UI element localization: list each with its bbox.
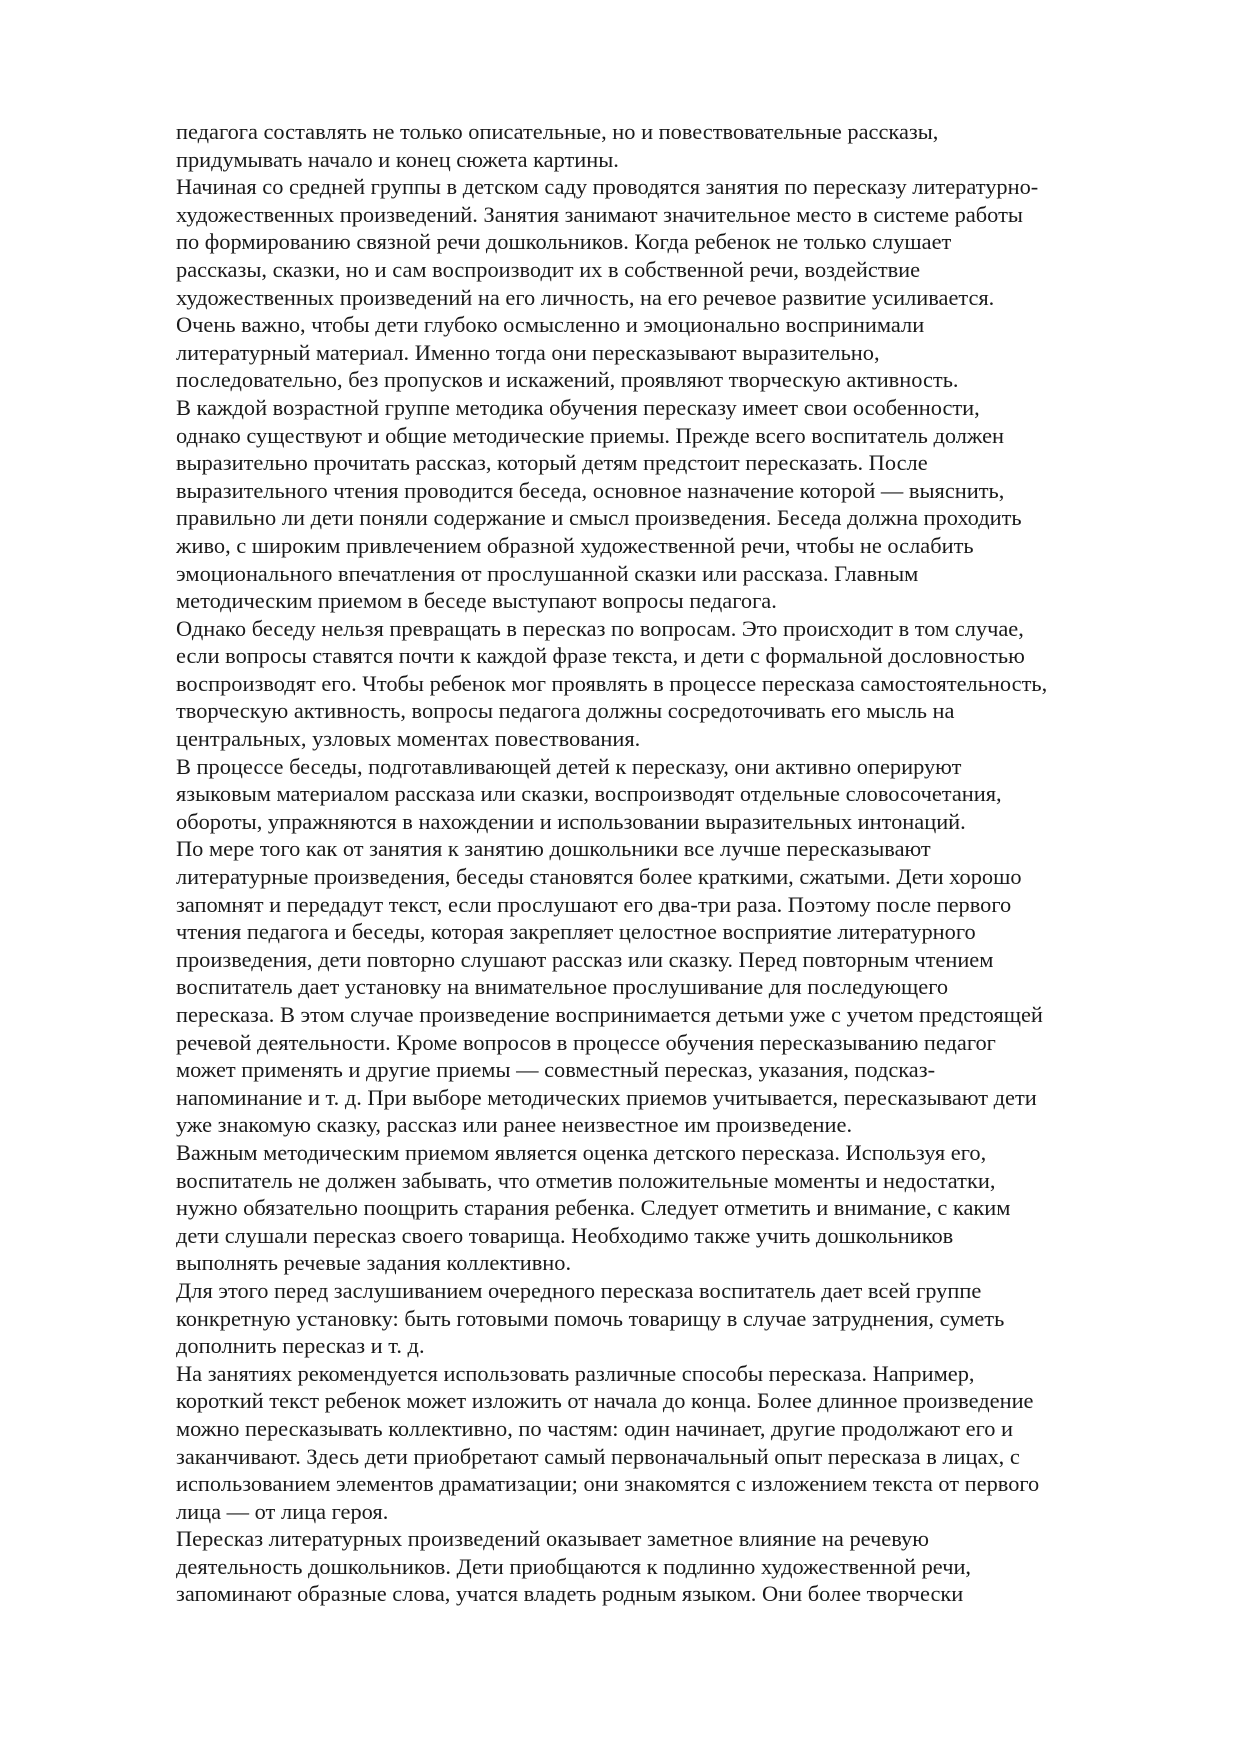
text-line: запомнят и передадут текст, если прослушают его два-три раза. Поэтому после первого [176, 891, 1012, 917]
text-line: Для этого перед заслушиванием очередного пересказа воспитатель дает всей группе [176, 1277, 982, 1303]
text-line: воспроизводят его. Чтобы ребенок мог проявлять в процессе пересказа самостоятельность, [176, 670, 1048, 696]
text-line: деятельность дошкольников. Дети приобщаются к подлинно художественной речи, [176, 1553, 972, 1579]
text-line: рассказы, сказки, но и сам воспроизводит их в собственной речи, воздействие [176, 256, 921, 282]
text-line: однако существуют и общие методические приемы. Прежде всего воспитатель должен [176, 422, 1005, 448]
text-line: Важным методическим приемом является оценка детского пересказа. Используя его, [176, 1139, 987, 1165]
text-line: если вопросы ставятся почти к каждой фразе текста, и дети с формальной дословностью [176, 643, 1025, 669]
text-line: лица — от лица героя. [176, 1498, 389, 1524]
text-line: литературные произведения, беседы становятся более краткими, сжатыми. Дети хорошо [176, 864, 1022, 890]
text-line: дополнить пересказ и т. д. [176, 1333, 425, 1359]
text-line: воспитатель не должен забывать, что отметив положительные моменты и недостатки, [176, 1167, 996, 1193]
text-line: дети слушали пересказ своего товарища. Необходимо также учить дошкольников [176, 1222, 954, 1248]
text-line: центральных, узловых моментах повествования. [176, 726, 641, 752]
text-line: В процессе беседы, подготавливающей детей к пересказу, они активно оперируют [176, 753, 962, 779]
text-line: запоминают образные слова, учатся владеть родным языком. Они более творчески [176, 1581, 964, 1607]
text-line: языковым материалом рассказа или сказки, воспроизводят отдельные словосочетания, [176, 781, 1002, 807]
text-line: художественных произведений на его личность, на его речевое развитие усиливается. [176, 284, 995, 310]
text-line: По мере того как от занятия к занятию дошкольники все лучше пересказывают [176, 836, 931, 862]
text-line: по формированию связной речи дошкольников. Когда ребенок не только слушает [176, 229, 952, 255]
text-line: Начиная со средней группы в детском саду проводятся занятия по пересказу литературно- [176, 174, 1039, 200]
text-line: напоминание и т. д. При выборе методических приемов учитывается, пересказывают дети [176, 1084, 1037, 1110]
text-line: Пересказ литературных произведений оказывает заметное влияние на речевую [176, 1526, 929, 1552]
text-line: может применять и другие приемы — совместный пересказ, указания, подсказ- [176, 1057, 936, 1083]
text-line: Однако беседу нельзя превращать в пересказ по вопросам. Это происходит в том случае, [176, 615, 1024, 641]
text-line: последовательно, без пропусков и искажений, проявляют творческую активность. [176, 367, 959, 393]
text-line: литературный материал. Именно тогда они пересказывают выразительно, [176, 339, 880, 365]
text-line: произведения, дети повторно слушают рассказ или сказку. Перед повторным чтением [176, 946, 994, 972]
body-text [176, 118, 1176, 1608]
text-line: методическим приемом в беседе выступают вопросы педагога. [176, 588, 777, 614]
text-line: уже знакомую сказку, рассказ или ранее неизвестное им произведение. [176, 1112, 853, 1138]
text-line: конкретную установку: быть готовыми помочь товарищу в случае затруднения, суметь [176, 1305, 1005, 1331]
text-line: выразительного чтения проводится беседа, основное назначение которой — выяснить, [176, 477, 1005, 503]
text-line: речевой деятельности. Кроме вопросов в процессе обучения пересказыванию педагог [176, 1029, 996, 1055]
text-line: педагога составлять не только описательные, но и повествовательные рассказы, [176, 119, 939, 144]
text-line: использованием элементов драматизации; они знакомятся с изложением текста от первого [176, 1471, 1040, 1497]
text-line: выполнять речевые задания коллективно. [176, 1250, 572, 1276]
text-line: придумывать начало и конец сюжета картины. [176, 146, 619, 172]
text-line: пересказа. В этом случае произведение воспринимается детьми уже с учетом предстоящей [176, 1002, 1043, 1027]
text-line: нужно обязательно поощрить старания ребенка. Следует отметить и внимание, с каким [176, 1195, 1011, 1221]
text-line: короткий текст ребенок может изложить от начала до конца. Более длинное произведение [176, 1388, 1034, 1414]
text-line: творческую активность, вопросы педагога должны сосредоточивать его мысль на [176, 698, 955, 724]
text-line: правильно ли дети поняли содержание и смысл произведения. Беседа должна проходить [176, 505, 1022, 531]
text-line: эмоционального впечатления от прослушанной сказки или рассказа. Главным [176, 560, 919, 586]
text-line: выразительно прочитать рассказ, который детям предстоит пересказать. После [176, 450, 928, 476]
text-line: Очень важно, чтобы дети глубоко осмысленно и эмоционально воспринимали [176, 312, 925, 338]
text-line: можно пересказывать коллективно, по частям: один начинает, другие продолжают его и [176, 1415, 1013, 1441]
text-line: живо, с широким привлечением образной художественной речи, чтобы не ослабить [176, 532, 974, 558]
text-line: В каждой возрастной группе методика обучения пересказу имеет свои особенности, [176, 394, 980, 420]
text-line: воспитатель дает установку на внимательное прослушивание для последующего [176, 974, 949, 1000]
text-line: обороты, упражняются в нахождении и использовании выразительных интонаций. [176, 808, 966, 834]
text-line: На занятиях рекомендуется использовать различные способы пересказа. Например, [176, 1360, 975, 1386]
text-line: чтения педагога и беседы, которая закрепляет целостное восприятие литературного [176, 919, 976, 945]
text-line: художественных произведений. Занятия занимают значительное место в системе работы [176, 201, 1023, 227]
text-line: заканчивают. Здесь дети приобретают самый первоначальный опыт пересказа в лицах, с [176, 1443, 1020, 1469]
